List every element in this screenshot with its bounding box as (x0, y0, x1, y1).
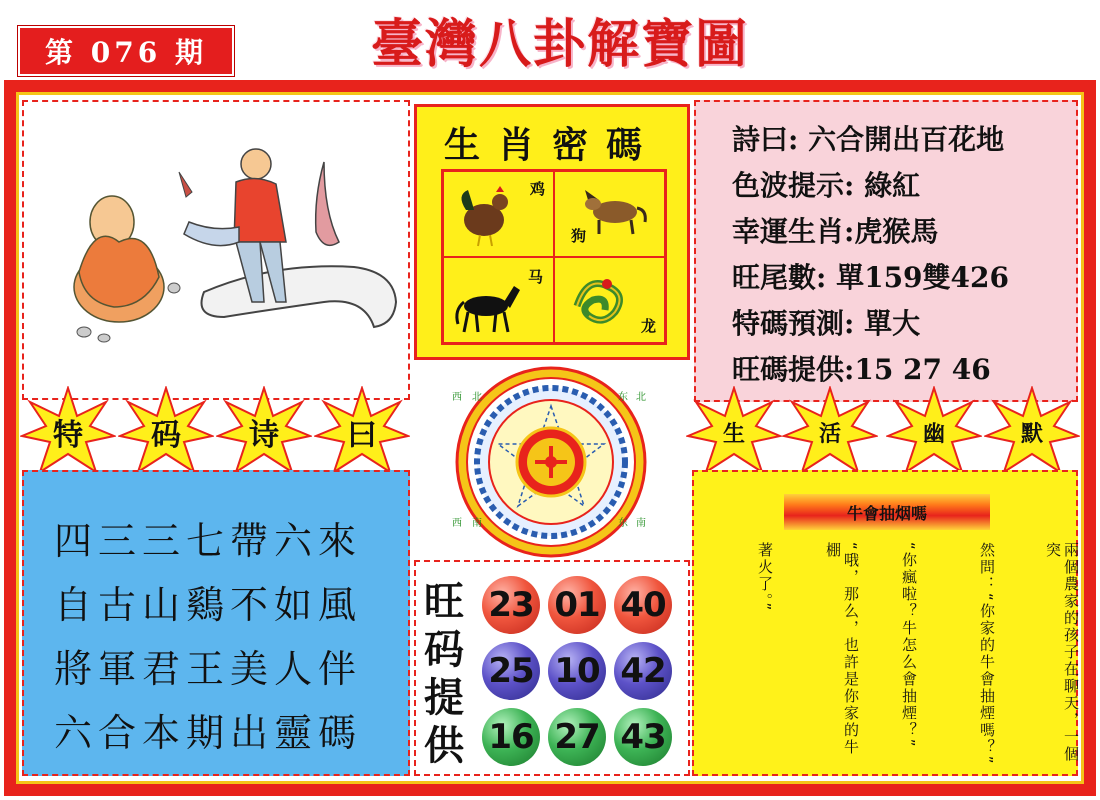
info-lucky-zodiac: 幸運生肖:虎猴馬 (732, 215, 939, 248)
hot-numbers-label (424, 578, 468, 770)
star-label: 码 (151, 418, 181, 453)
zodiac-label-rooster: 鸡 (529, 180, 545, 198)
star-badge-you (886, 386, 982, 478)
label-char: 提 (424, 674, 464, 721)
zodiac-label-horse: 马 (527, 268, 543, 286)
star-badge-shi (216, 386, 312, 478)
zodiac-title: 生肖密碼 (443, 124, 660, 166)
bagua-label-south-2: 南 (636, 518, 646, 529)
zodiac-cell-rooster (443, 171, 554, 257)
zodiac-label-dog: 狗 (571, 227, 587, 245)
label-char: 码 (424, 626, 464, 673)
info-tail-numbers: 旺尾數: 單159雙426 (732, 261, 1009, 294)
number-ball: 23 (482, 576, 540, 634)
star-label: 诗 (249, 418, 279, 453)
poem-line-2: 自古山鷄不如風 (54, 583, 363, 627)
star-label: 默 (1020, 420, 1043, 447)
star-label: 生 (722, 420, 745, 447)
zodiac-grid (441, 169, 667, 345)
story-column-4: “哦，那么，也許是你家的牛棚 (824, 542, 860, 756)
story-column-5: 著火了。” (756, 542, 774, 613)
label-char: 旺 (424, 578, 464, 625)
hot-numbers-panel (414, 560, 690, 776)
story-column-2: 然問：“你家的牛會抽煙嗎？” (978, 542, 996, 766)
bagua-label-west: 西 (452, 392, 462, 403)
poem-panel (22, 470, 410, 776)
rooster-icon (452, 180, 522, 250)
star-label: 特 (53, 418, 83, 453)
horse-icon (452, 280, 522, 336)
label-char: 供 (424, 722, 464, 769)
info-special-prediction: 特碼預測: 單大 (732, 307, 921, 340)
page-title: 臺灣八卦解寶圖 (370, 13, 749, 75)
zodiac-cell-dog (554, 171, 665, 257)
bagua-label-east: 东 (618, 392, 628, 403)
illustration-panel (22, 100, 410, 400)
number-ball: 27 (548, 708, 606, 766)
zodiac-cell-horse (443, 257, 554, 343)
number-ball: 16 (482, 708, 540, 766)
poem-line-1: 四三三七帶六來 (54, 519, 363, 563)
zodiac-cell-dragon (554, 257, 665, 343)
star-label: 幽 (922, 420, 945, 447)
number-ball: 40 (614, 576, 672, 634)
bagua-label-west-2: 西 (452, 518, 462, 529)
star-badge-sheng (686, 386, 782, 478)
story-column-1: 兩個農家的孩子在聊天，一個突 (1044, 542, 1080, 763)
story-title: 牛會抽烟嗎 (784, 494, 990, 530)
number-ball: 01 (548, 576, 606, 634)
info-panel (694, 100, 1078, 402)
star-label: 曰 (347, 418, 377, 453)
dragon-icon (567, 266, 637, 332)
star-badge-huo (782, 386, 878, 478)
story-column-3: “你瘋啦？牛怎么會抽煙？” (900, 542, 918, 749)
star-badge-te (20, 386, 116, 478)
cartoon-illustration (24, 102, 408, 398)
bagua-label-north: 北 (472, 392, 482, 403)
bagua-label-south: 南 (472, 518, 482, 529)
issue-badge: 第 076 期 (18, 26, 234, 76)
info-hot-numbers: 旺碼提供:15 27 46 (732, 353, 991, 386)
number-ball: 43 (614, 708, 672, 766)
dog-icon (581, 182, 651, 238)
star-label: 活 (818, 420, 841, 447)
star-badge-ma (118, 386, 214, 478)
star-badge-yue (314, 386, 410, 478)
star-badge-mo (984, 386, 1080, 478)
zodiac-code-box (414, 104, 690, 360)
bagua-label-north-2: 北 (636, 392, 646, 403)
number-ball: 25 (482, 642, 540, 700)
number-ball: 10 (548, 642, 606, 700)
info-poem-line: 詩曰: 六合開出百花地 (732, 123, 1005, 156)
humor-story-panel (692, 470, 1078, 776)
poem-line-3: 將軍君王美人伴 (54, 647, 363, 691)
bagua-label-east-2: 东 (618, 518, 628, 529)
zodiac-label-dragon: 龙 (640, 317, 656, 335)
poem-line-4: 六合本期出靈碼 (54, 711, 363, 755)
info-color-hint: 色波提示: 綠紅 (732, 169, 921, 202)
number-ball: 42 (614, 642, 672, 700)
